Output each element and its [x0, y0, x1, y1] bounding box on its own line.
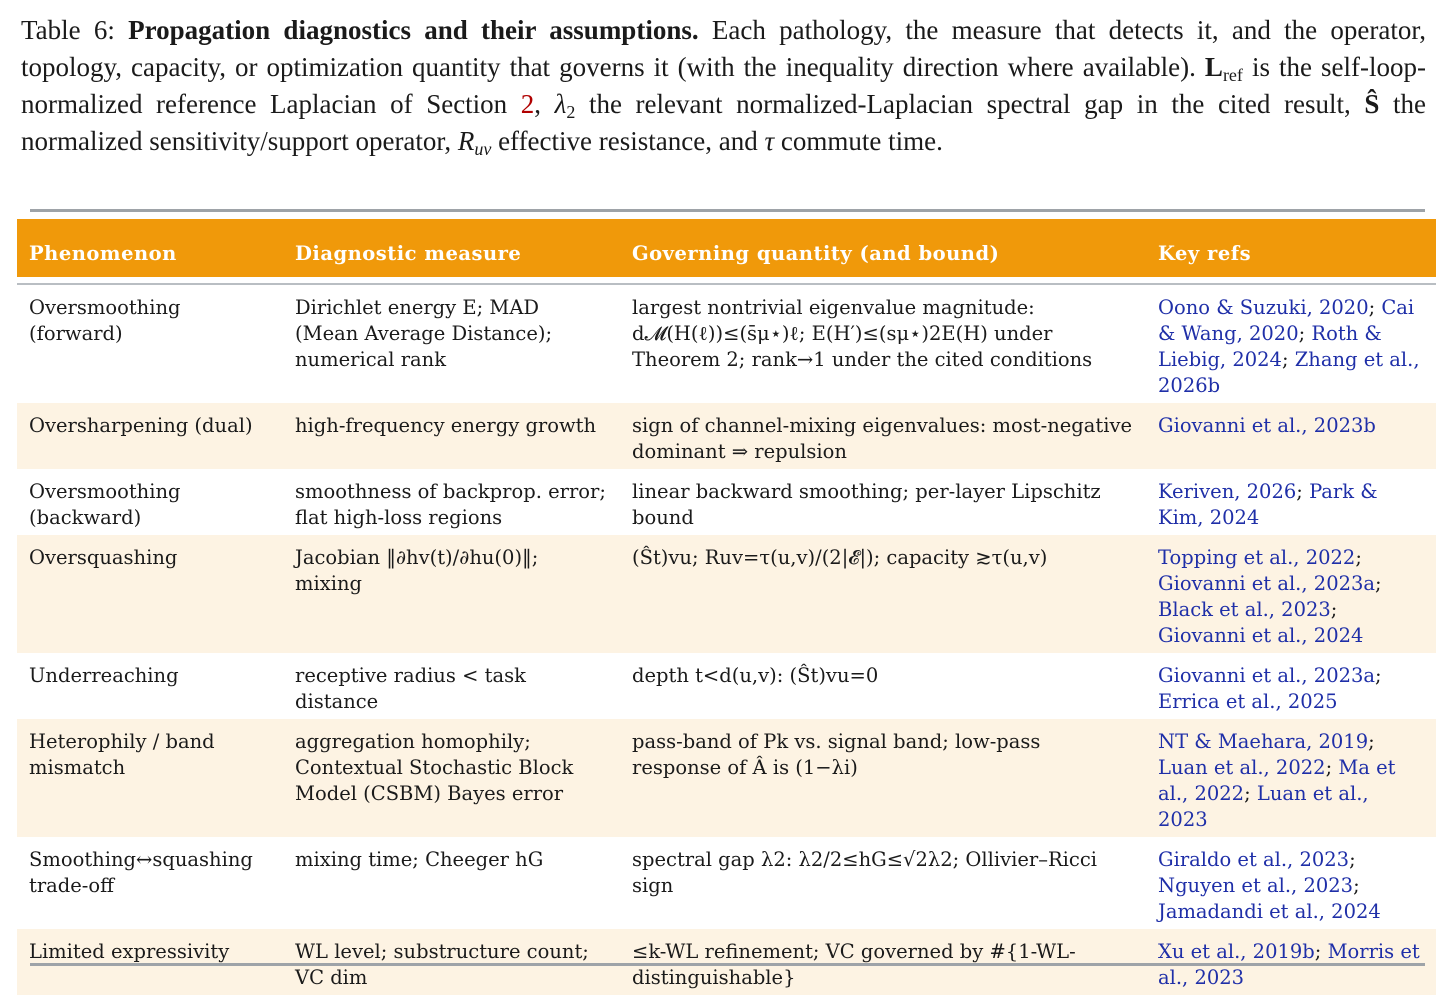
citation-link[interactable]: Zhang et al., 2026b — [1158, 348, 1420, 397]
phenomenon-cell: Oversmoothing (backward) — [17, 469, 283, 535]
diagnostic-cell: Dirichlet energy E; MAD (Mean Average Distance); numerical rank — [283, 284, 620, 403]
ref-separator: ; — [1349, 848, 1356, 871]
table-row — [17, 837, 1436, 929]
caption-text: commute time. — [774, 126, 943, 156]
caption-lambda: λ — [554, 89, 567, 119]
caption-text: , — [534, 89, 555, 119]
column-header-diagnostic: Diagnostic measure — [295, 241, 522, 265]
ref-separator: ; — [1314, 940, 1328, 963]
governing-cell: linear backward smoothing; per-layer Lipschitz bound — [620, 469, 1146, 535]
caption-text: the normalized sensitivity/support operator, — [21, 89, 1426, 156]
phenomenon-cell: Heterophily / band mismatch — [17, 719, 283, 837]
phenomenon-cell: Oversmoothing (forward) — [17, 284, 283, 403]
ref-separator: ; — [1281, 348, 1295, 371]
citation-link[interactable]: Cai & Wang, 2020 — [1158, 296, 1415, 345]
caption-text: is the self-loop-normalized reference Laplacian of Section — [21, 52, 1426, 119]
column-header-phenomenon: Phenomenon — [29, 241, 177, 265]
table-bottom-rule — [30, 963, 1425, 966]
citation-link[interactable]: Ma et al., 2022 — [1158, 756, 1396, 805]
refs-cell — [1146, 469, 1436, 535]
diagnostic-cell: WL level; substructure count; VC dim — [283, 929, 620, 995]
governing-cell: (Ŝt)vu; Ruv=τ(u,v)/(2|𝓔|); capacity ≳τ(u,v) — [620, 535, 1146, 653]
caption-label: Table 6: — [21, 15, 115, 45]
column-header-governing: Governing quantity (and bound) — [632, 241, 1000, 265]
citation-link[interactable]: Giovanni et al., 2024 — [1158, 624, 1364, 647]
caption-text: effective resistance, and — [491, 126, 765, 156]
ref-separator: ; — [1325, 756, 1339, 779]
citation-link[interactable]: Giovanni et al., 2023a — [1158, 664, 1376, 687]
table-row — [17, 929, 1436, 995]
citation-link[interactable]: Topping et al., 2022 — [1158, 546, 1356, 569]
citation-link[interactable]: Black et al., 2023 — [1158, 598, 1331, 621]
citation-link[interactable]: Roth & Liebig, 2024 — [1158, 322, 1382, 371]
table-row — [17, 653, 1436, 719]
caption-lambda-sub: 2 — [566, 102, 576, 122]
column-header-refs: Key refs — [1158, 241, 1252, 265]
refs-cell — [1146, 929, 1436, 995]
diagnostic-cell: Jacobian ‖∂hv(t)/∂hu(0)‖; mixing — [283, 535, 620, 653]
citation-link[interactable]: Jamadandi et al., 2024 — [1158, 900, 1381, 923]
table-header-row — [17, 219, 1436, 277]
ref-separator: ; — [1330, 598, 1338, 621]
ref-separator: ; — [1375, 572, 1382, 595]
caption-ruv: R — [457, 126, 475, 156]
caption-title: Propagation diagnostics and their assumptions. — [128, 15, 699, 45]
caption-ruv-sub: uv — [474, 139, 492, 159]
ref-separator: ; — [1296, 480, 1310, 503]
caption-shat: Ŝ — [1364, 89, 1380, 119]
diagnostics-table — [17, 219, 1436, 995]
citation-link[interactable]: Giraldo et al., 2023 — [1158, 848, 1350, 871]
phenomenon-cell: Smoothing↔squashing trade-off — [17, 837, 283, 929]
citation-link[interactable]: Errica et al., 2025 — [1158, 690, 1338, 713]
ref-separator: ; — [1298, 322, 1312, 345]
phenomenon-cell: Underreaching — [17, 653, 283, 719]
citation-link[interactable]: Giovanni et al., 2023a — [1158, 572, 1376, 595]
refs-cell — [1146, 535, 1436, 653]
phenomenon-cell: Oversquashing — [17, 535, 283, 653]
diagnostic-cell: mixing time; Cheeger hG — [283, 837, 620, 929]
citation-link[interactable]: Luan et al., 2023 — [1158, 782, 1369, 831]
ref-separator: ; — [1355, 546, 1362, 569]
ref-separator: ; — [1353, 874, 1360, 897]
citation-link[interactable]: Giovanni et al., 2023b — [1158, 414, 1376, 437]
governing-cell: largest nontrivial eigenvalue magnitude: d𝓜(H(ℓ))≤(s̄μ⋆)ℓ; E(H′)≤(sμ⋆)2E(H) under Theorem 2; rank→1 under the cited conditions — [620, 284, 1146, 403]
citation-link[interactable]: Oono & Suzuki, 2020 — [1158, 296, 1369, 319]
table-row — [17, 284, 1436, 403]
diagnostic-cell: aggregation homophily; Contextual Stochastic Block Model (CSBM) Bayes error — [283, 719, 620, 837]
citation-link[interactable]: Nguyen et al., 2023 — [1158, 874, 1354, 897]
table-top-rule — [30, 209, 1425, 212]
governing-cell: sign of channel-mixing eigenvalues: most-negative dominant ⇒ repulsion — [620, 403, 1146, 469]
ref-separator: ; — [1375, 664, 1382, 687]
citation-link[interactable]: Morris et al., 2023 — [1158, 940, 1420, 989]
citation-link[interactable]: Keriven, 2026 — [1158, 480, 1297, 503]
phenomenon-cell: Oversharpening (dual) — [17, 403, 283, 469]
phenomenon-cell: Limited expressivity — [17, 929, 283, 995]
ref-separator: ; — [1244, 782, 1257, 805]
caption-lref-sub: ref — [1222, 65, 1243, 85]
section-ref-link[interactable]: 2 — [520, 89, 535, 119]
caption-lref: L — [1204, 52, 1223, 82]
citation-link[interactable]: Xu et al., 2019b — [1158, 940, 1315, 963]
citation-link[interactable]: Park & Kim, 2024 — [1158, 480, 1378, 529]
citation-link[interactable]: NT & Maehara, 2019 — [1158, 730, 1369, 753]
diagnostic-cell: smoothness of backprop. error; flat high-loss regions — [283, 469, 620, 535]
table-row — [17, 535, 1436, 653]
caption-tau: τ — [764, 126, 775, 156]
caption-text: the relevant normalized-Laplacian spectral gap in the cited result, — [575, 89, 1365, 119]
refs-cell — [1146, 837, 1436, 929]
refs-cell — [1146, 719, 1436, 837]
ref-separator: ; — [1368, 730, 1375, 753]
diagnostic-cell: high-frequency energy growth — [283, 403, 620, 469]
table-caption — [21, 12, 1426, 160]
refs-cell — [1146, 403, 1436, 469]
refs-cell — [1146, 284, 1436, 403]
table-row — [17, 469, 1436, 535]
governing-cell: pass-band of Pk vs. signal band; low-pass response of Â is (1−λi) — [620, 719, 1146, 837]
table-row — [17, 403, 1436, 469]
caption-text: Each pathology, the measure that detects it, and the operator, topology, capacity, or optimization quantity that governs it (with the inequality direction where available). — [21, 15, 1427, 82]
governing-cell: spectral gap λ2: λ2/2≤hG≤√2λ2; Ollivier–Ricci sign — [620, 837, 1146, 929]
table-row — [17, 719, 1436, 837]
governing-cell: ≤k-WL refinement; VC governed by #{1-WL-distinguishable} — [620, 929, 1146, 995]
governing-cell: depth t<d(u,v): (Ŝt)vu=0 — [620, 653, 1146, 719]
diagnostic-cell: receptive radius < task distance — [283, 653, 620, 719]
refs-cell — [1146, 653, 1436, 719]
ref-separator: ; — [1368, 296, 1382, 319]
citation-link[interactable]: Luan et al., 2022 — [1158, 756, 1326, 779]
